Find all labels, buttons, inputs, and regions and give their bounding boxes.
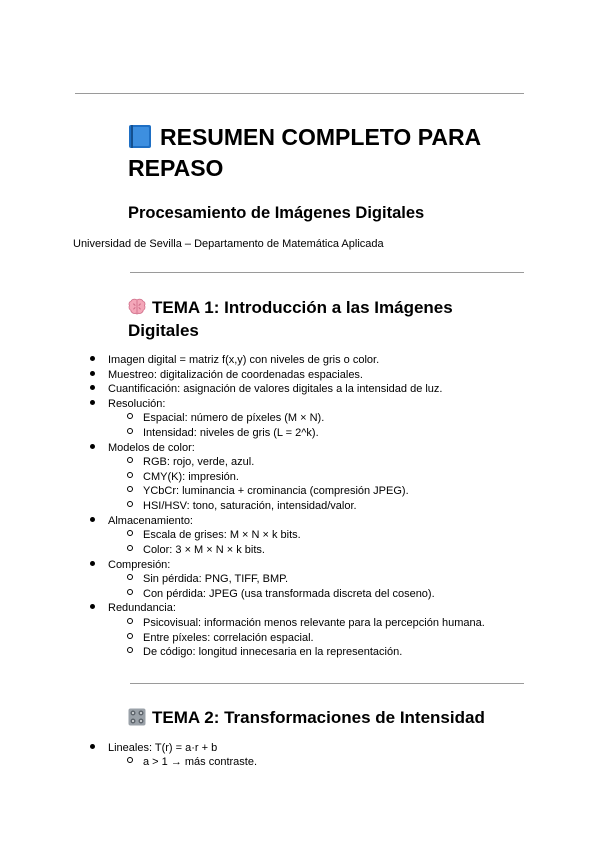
bullet-circle-icon: [127, 618, 133, 624]
bullet-circle-icon: [127, 757, 133, 763]
sub-list-item: De código: longitud innecesaria en la representación.: [127, 645, 133, 660]
list-item: Lineales: T(r) = a·r + b: [90, 741, 95, 756]
divider-top: [75, 93, 524, 94]
control-knobs-icon: [128, 708, 146, 726]
bullet-circle-icon: [127, 633, 133, 639]
bullet-circle-icon: [127, 472, 133, 478]
list-item: Almacenamiento:: [90, 514, 95, 529]
bullet-dot-icon: [90, 604, 95, 609]
list-item: Muestreo: digitalización de coordenadas espaciales.: [90, 368, 95, 383]
bullet-circle-icon: [127, 530, 133, 536]
sub-list-item: Sin pérdida: PNG, TIFF, BMP.: [127, 572, 133, 587]
list-item: Modelos de color:: [90, 441, 95, 456]
divider-1: [130, 272, 524, 273]
list-item: Resolución:: [90, 397, 95, 412]
page-title-text: RESUMEN COMPLETO PARA REPASO: [128, 124, 481, 181]
bullet-circle-icon: [127, 457, 133, 463]
sub-list-item: a > 1 → más contraste.: [127, 755, 133, 770]
bullet-dot-icon: [90, 444, 95, 449]
list-item: Cuantificación: asignación de valores digitales a la intensidad de luz.: [90, 382, 95, 397]
bullet-circle-icon: [127, 501, 133, 507]
list-item: Compresión:: [90, 558, 95, 573]
sub-list-item: Intensidad: niveles de gris (L = 2^k).: [127, 426, 133, 441]
divider-2: [130, 683, 524, 684]
bullet-dot-icon: [90, 385, 95, 390]
list-item: Redundancia:: [90, 601, 95, 616]
brain-icon: [128, 298, 146, 316]
affiliation: Universidad de Sevilla – Departamento de Matemática Aplicada: [73, 238, 384, 250]
sub-list-item: Espacial: número de píxeles (M × N).: [127, 411, 133, 426]
sub-list-item: Con pérdida: JPEG (usa transformada discreta del coseno).: [127, 587, 133, 602]
bullet-circle-icon: [127, 413, 133, 419]
section-heading-tema2-text: TEMA 2: Transformaciones de Intensidad: [152, 708, 485, 727]
bullet-dot-icon: [90, 356, 95, 361]
sub-list-item: Entre píxeles: correlación espacial.: [127, 631, 133, 646]
sub-list-item: Color: 3 × M × N × k bits.: [127, 543, 133, 558]
bullet-circle-icon: [127, 545, 133, 551]
sub-list-item: YCbCr: luminancia + crominancia (compresión JPEG).: [127, 484, 133, 499]
bullet-circle-icon: [127, 574, 133, 580]
section-heading-tema1: [128, 296, 488, 342]
bullet-circle-icon: [127, 428, 133, 434]
list-item: Imagen digital = matriz f(x,y) con niveles de gris o color.: [90, 353, 95, 368]
bullet-circle-icon: [127, 589, 133, 595]
sub-list-item: HSI/HSV: tono, saturación, intensidad/valor.: [127, 499, 133, 514]
bullet-dot-icon: [90, 744, 95, 749]
sub-list-item: Escala de grises: M × N × k bits.: [127, 528, 133, 543]
bullet-dot-icon: [90, 561, 95, 566]
page-subtitle: Procesamiento de Imágenes Digitales: [128, 204, 425, 222]
section-heading-tema2: [128, 706, 488, 729]
sub-list-item: Psicovisual: información menos relevante para la percepción humana.: [127, 616, 133, 631]
page-title: [128, 122, 528, 184]
bullet-dot-icon: [90, 400, 95, 405]
sub-list-item: CMY(K): impresión.: [127, 470, 133, 485]
bullet-circle-icon: [127, 647, 133, 653]
sub-list-item: RGB: rojo, verde, azul.: [127, 455, 133, 470]
bullet-dot-icon: [90, 517, 95, 522]
bullet-circle-icon: [127, 486, 133, 492]
section-heading-tema1-text: TEMA 1: Introducción a las Imágenes Digitales: [128, 298, 453, 340]
bullet-dot-icon: [90, 371, 95, 376]
blue-book-icon: [128, 124, 152, 149]
